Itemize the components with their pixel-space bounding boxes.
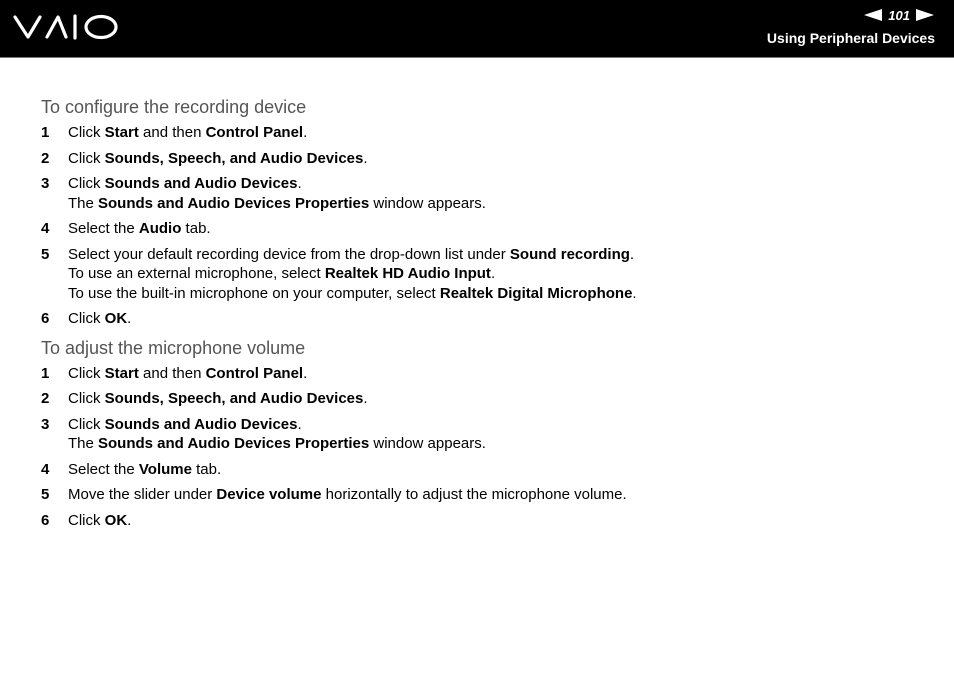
ui-term: Start	[104, 364, 139, 382]
procedure-section	[41, 337, 921, 531]
step-number: 4	[41, 220, 50, 237]
step-line	[68, 364, 921, 384]
ui-term: Realtek Digital Microphone	[439, 284, 633, 302]
step-line	[68, 149, 921, 169]
step-line	[68, 511, 921, 531]
step-number: 6	[41, 511, 50, 529]
step-line	[68, 485, 921, 505]
page-navigator	[864, 7, 934, 23]
step-text	[68, 174, 921, 213]
step-text	[68, 245, 921, 304]
step-number: 5	[41, 245, 50, 263]
ui-term: Start	[104, 124, 139, 141]
step-number: 3	[41, 415, 50, 433]
step-item	[41, 389, 921, 409]
step-text	[68, 415, 921, 454]
step-number: 5	[41, 486, 50, 503]
step-number: 3	[41, 175, 50, 192]
step-item	[41, 149, 921, 169]
step-text-segment: .	[127, 511, 132, 529]
step-text-segment: To use the built-in microphone on your computer, select	[68, 284, 440, 302]
step-line	[68, 309, 921, 329]
step-item	[41, 364, 921, 384]
step-text-segment: Click	[68, 310, 105, 327]
step-text-segment: .	[363, 149, 368, 167]
ui-term: Sound recording	[509, 245, 630, 263]
step-text-segment: Select the	[68, 460, 139, 478]
ui-term: Sounds, Speech, and Audio Devices	[104, 390, 364, 407]
step-text	[68, 123, 921, 143]
ui-term: Sounds and Audio Devices Properties	[98, 435, 370, 452]
step-text-segment: and then	[138, 364, 206, 382]
step-line	[68, 245, 921, 265]
step-text-segment: and then	[138, 124, 206, 141]
step-text-segment: Click	[68, 124, 105, 141]
step-text-segment: To use an external microphone, select	[68, 265, 325, 282]
step-text	[68, 389, 921, 409]
ui-term: Sounds and Audio Devices	[104, 175, 298, 192]
step-text-segment: tab.	[181, 220, 211, 237]
step-line	[68, 460, 921, 480]
vaio-logo	[13, 14, 119, 40]
ui-term: Sounds and Audio Devices	[104, 415, 298, 433]
procedure-section	[41, 96, 921, 329]
step-item	[41, 415, 921, 454]
step-text-segment: .	[297, 175, 302, 192]
step-line	[68, 219, 921, 239]
step-text	[68, 149, 921, 169]
step-item	[41, 511, 921, 531]
previous-page-arrow-icon[interactable]	[864, 9, 882, 21]
step-text-segment: Click	[68, 390, 105, 407]
step-text-segment: window appears.	[369, 194, 486, 212]
step-item	[41, 245, 921, 304]
step-text-segment: Select the	[68, 220, 139, 237]
ui-term: Control Panel	[205, 124, 304, 141]
step-line	[68, 264, 921, 284]
ui-term: Audio	[138, 220, 182, 237]
step-text-segment: The	[68, 435, 99, 452]
step-number: 1	[41, 124, 50, 141]
step-text-segment: Click	[68, 364, 105, 382]
step-text-segment: .	[297, 415, 302, 433]
step-number: 2	[41, 390, 50, 407]
step-text-segment: Click	[68, 511, 105, 529]
step-text	[68, 309, 921, 329]
step-item	[41, 219, 921, 239]
step-line	[68, 389, 921, 409]
step-line	[68, 194, 921, 214]
step-text	[68, 460, 921, 480]
step-text-segment: .	[632, 284, 637, 302]
procedure-heading: To configure the recording device	[41, 97, 307, 117]
step-text	[68, 485, 921, 505]
steps-list	[41, 364, 921, 531]
step-text-segment: .	[303, 124, 308, 141]
step-text-segment: .	[629, 245, 635, 263]
step-line	[68, 174, 921, 194]
ui-term: Sounds and Audio Devices Properties	[98, 194, 370, 212]
step-number: 1	[41, 364, 50, 382]
section-title: Using Peripheral Devices	[766, 30, 935, 46]
step-number: 2	[41, 149, 50, 167]
page-number: 101	[888, 7, 910, 23]
ui-term: Sounds, Speech, and Audio Devices	[104, 149, 364, 167]
step-text-segment: Click	[68, 175, 105, 192]
step-text-segment: window appears.	[369, 435, 486, 452]
next-page-arrow-icon[interactable]	[916, 9, 934, 21]
step-text-segment: horizontally to adjust the microphone volume.	[321, 486, 627, 503]
step-item	[41, 309, 921, 329]
step-text-segment: .	[363, 390, 368, 407]
ui-term: OK	[104, 511, 128, 529]
step-number: 4	[41, 460, 50, 478]
ui-term: Control Panel	[205, 364, 304, 382]
ui-term: Volume	[138, 460, 192, 478]
step-text-segment: .	[303, 364, 308, 382]
ui-term: Realtek HD Audio Input	[324, 265, 491, 282]
step-text	[68, 219, 921, 239]
step-text	[68, 511, 921, 531]
steps-list	[41, 123, 921, 329]
step-line	[68, 434, 921, 454]
step-text-segment: tab.	[191, 460, 222, 478]
step-number: 6	[41, 310, 50, 327]
step-line	[68, 284, 921, 304]
step-text	[68, 364, 921, 384]
step-text-segment: The	[68, 194, 99, 212]
step-item	[41, 485, 921, 505]
step-text-segment: .	[490, 265, 496, 282]
step-text-segment: Click	[68, 149, 105, 167]
step-text-segment: .	[127, 310, 132, 327]
step-item	[41, 123, 921, 143]
step-text-segment: Click	[68, 415, 105, 433]
ui-term: OK	[104, 310, 128, 327]
step-item	[41, 460, 921, 480]
step-item	[41, 174, 921, 213]
step-text-segment: Move the slider under	[68, 486, 217, 503]
step-line	[68, 415, 921, 435]
document-body	[41, 96, 921, 536]
step-text-segment: Select your default recording device from the drop-down list under	[68, 245, 510, 263]
procedure-heading: To adjust the microphone volume	[41, 337, 306, 358]
step-line	[68, 123, 921, 143]
ui-term: Device volume	[216, 486, 322, 503]
page-header	[0, 0, 954, 58]
